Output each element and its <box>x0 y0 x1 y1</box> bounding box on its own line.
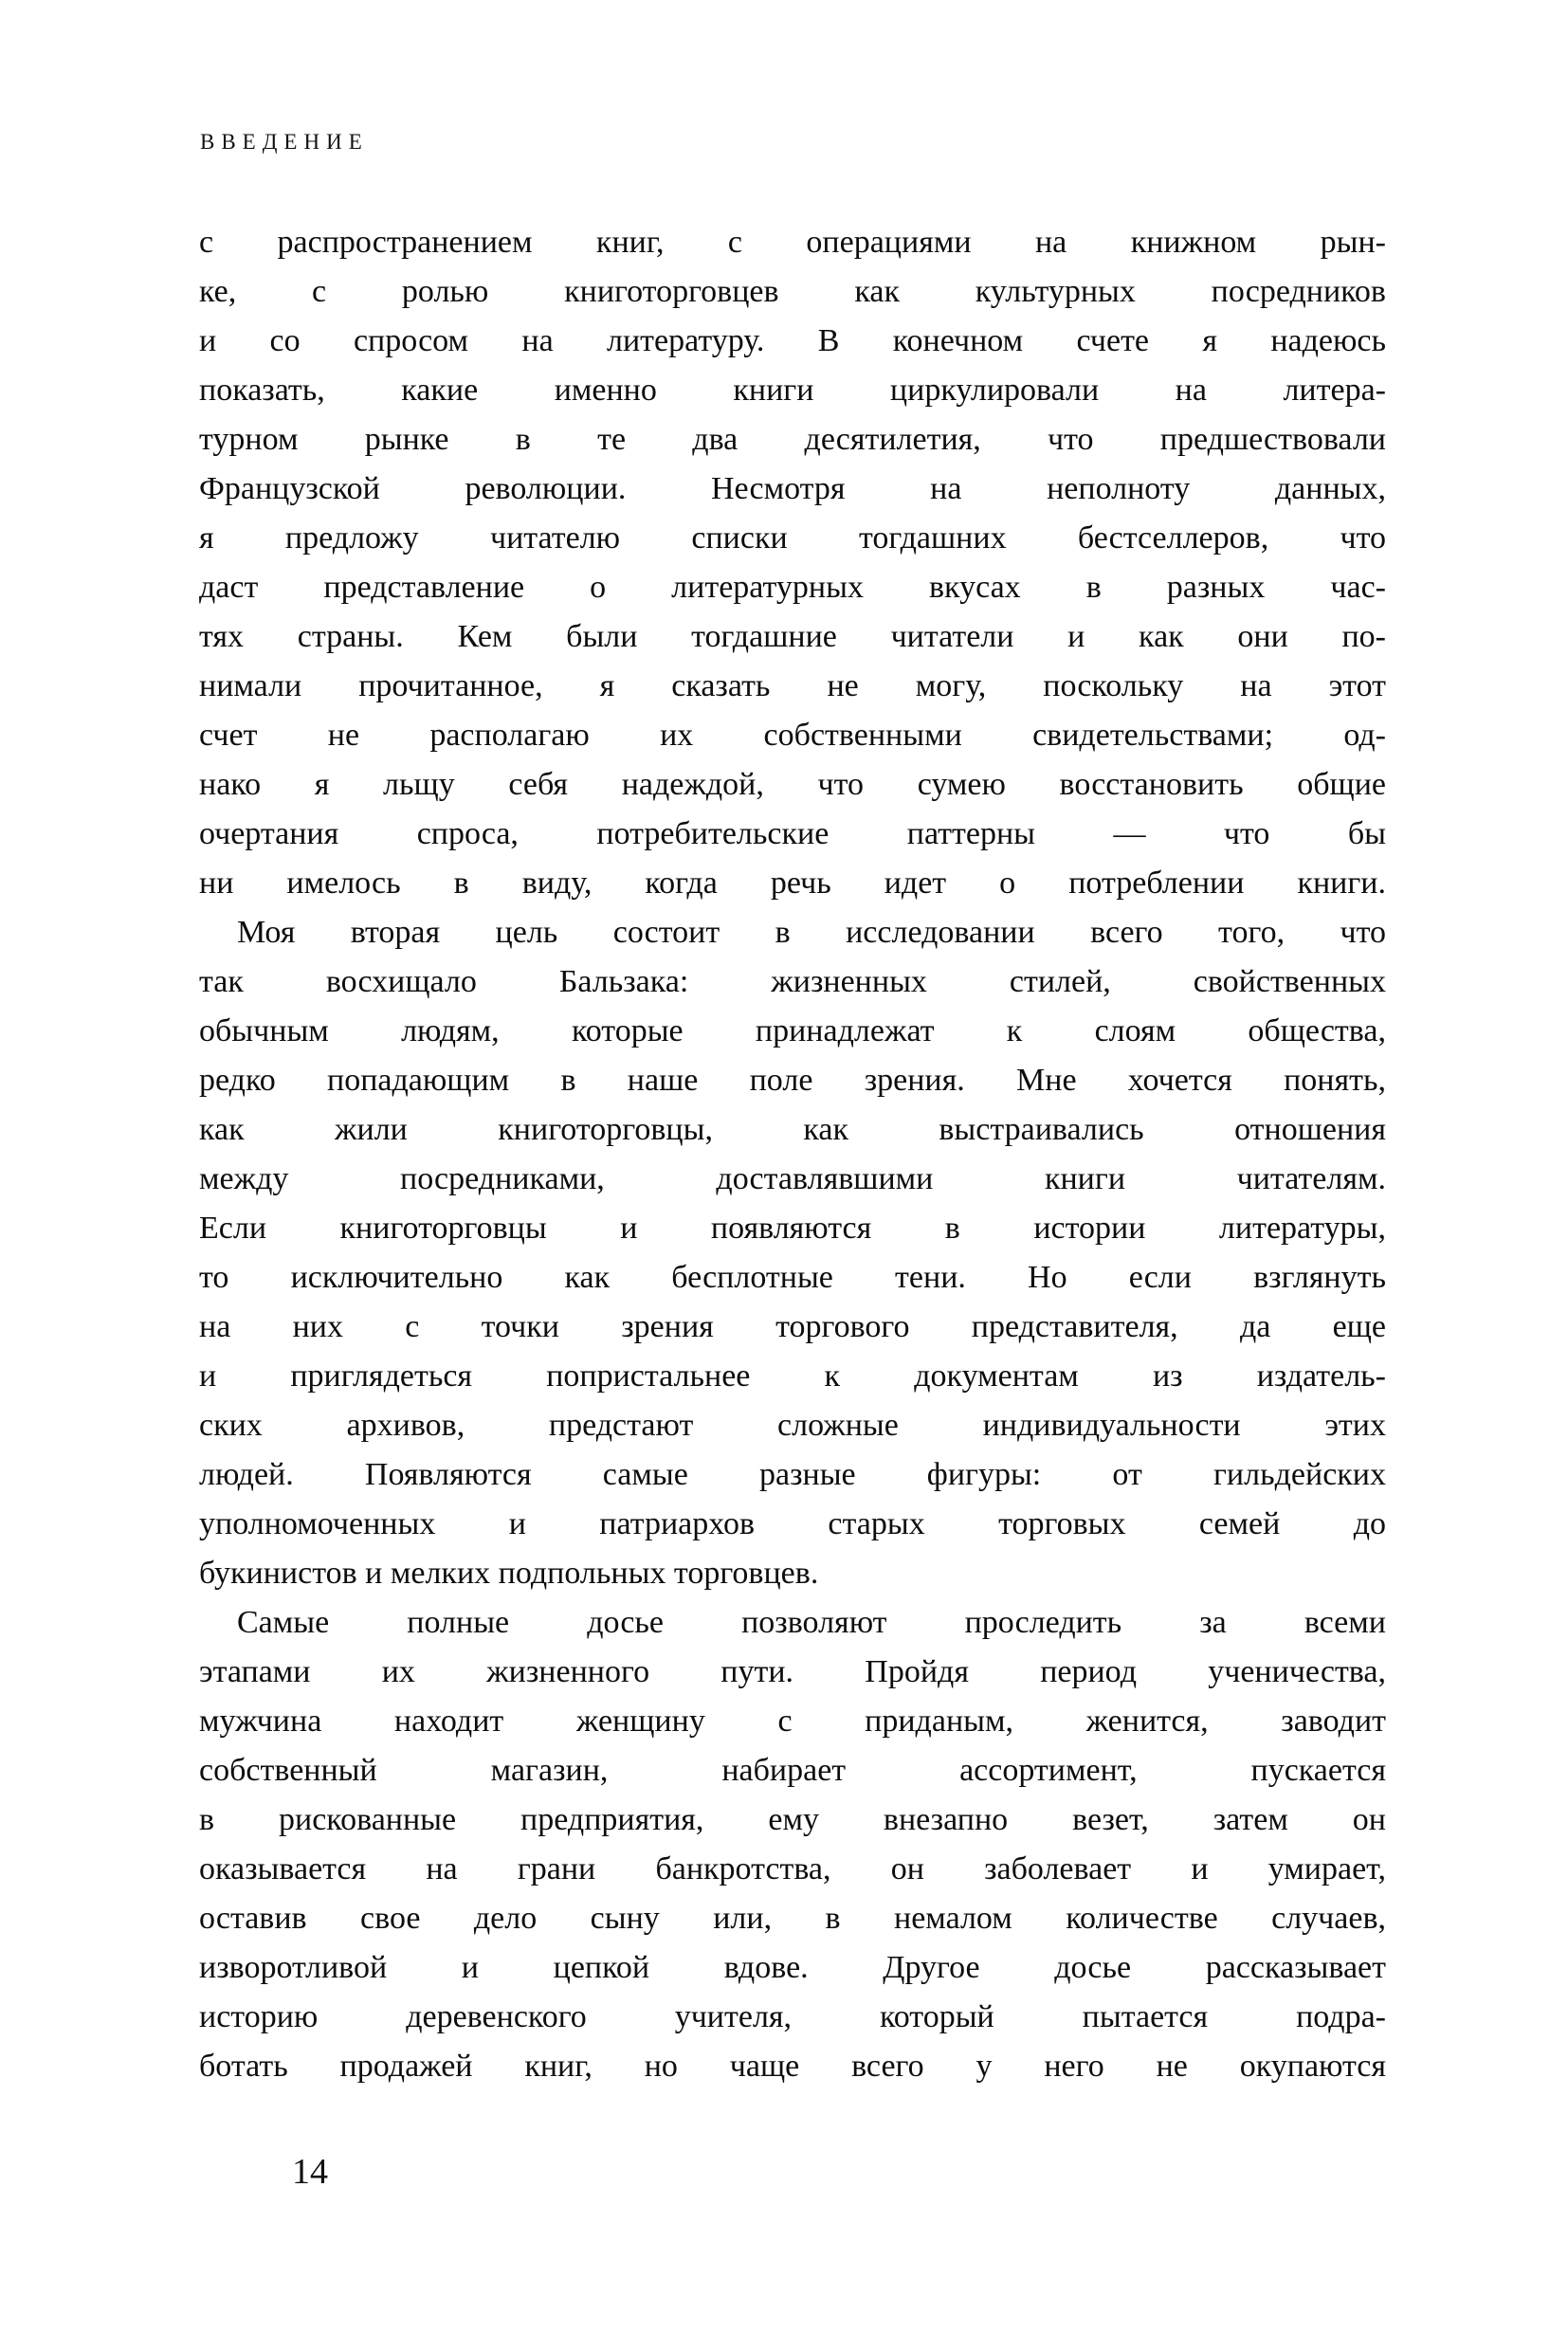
body-text <box>199 218 1386 2091</box>
text-line: с распространением книг, с операциями на книжном рын- <box>199 225 1386 260</box>
text-line: то исключительно как бесплотные тени. Но если взглянуть <box>199 1260 1386 1295</box>
text-line: людей. Появляются самые разные фигуры: от гильдейских <box>199 1457 1386 1492</box>
text-line: мужчина находит женщину с приданым, женится, заводит <box>199 1704 1386 1739</box>
text-line: так восхищало Бальзака: жизненных стилей, свойственных <box>199 964 1386 999</box>
page-number-folio: 14 <box>292 2152 328 2192</box>
text-line: Если книготорговцы и появляются в истории литературы, <box>199 1211 1386 1246</box>
text-line: ских архивов, предстают сложные индивидуальности этих <box>199 1408 1386 1443</box>
text-line: турном рынке в те два десятилетия, что предшествовали <box>199 422 1386 457</box>
text-line: Французской революции. Несмотря на неполноту данных, <box>199 471 1386 506</box>
text-line: показать, какие именно книги циркулировали на литера- <box>199 373 1386 408</box>
text-line: нимали прочитанное, я сказать не могу, поскольку на этот <box>199 668 1386 703</box>
text-line: даст представление о литературных вкусах в разных час- <box>199 570 1386 605</box>
text-line: как жили книготорговцы, как выстраивались отношения <box>199 1112 1386 1147</box>
text-line: тях страны. Кем были тогдашние читатели и как они по- <box>199 619 1386 654</box>
text-line: и со спросом на литературу. В конечном счете я надеюсь <box>199 323 1386 358</box>
text-line: оставив свое дело сыну или, в немалом количестве случаев, <box>199 1901 1386 1936</box>
text-line: уполномоченных и патриархов старых торговых семей до <box>199 1506 1386 1541</box>
text-line: ботать продажей книг, но чаще всего у него не окупаются <box>199 2049 1386 2084</box>
text-line: Самые полные досье позволяют проследить за всеми <box>237 1605 1386 1640</box>
text-line: этапами их жизненного пути. Пройдя период ученичества, <box>199 1654 1386 1689</box>
text-line: ке, с ролью книготорговцев как культурных посредников <box>199 274 1386 309</box>
text-line: на них с точки зрения торгового представителя, да еще <box>199 1309 1386 1344</box>
text-line: счет не располагаю их собственными свидетельствами; од- <box>199 718 1386 753</box>
text-line: нако я льщу себя надеждой, что сумею восстановить общие <box>199 767 1386 802</box>
text-line: редко попадающим в наше поле зрения. Мне хочется понять, <box>199 1063 1386 1098</box>
text-line: историю деревенского учителя, который пытается подра- <box>199 1999 1386 2034</box>
text-line: я предложу читателю списки тогдашних бестселлеров, что <box>199 520 1386 556</box>
running-header: ВВЕДЕНИЕ <box>200 130 369 154</box>
text-line: Моя вторая цель состоит в исследовании всего того, что <box>237 915 1386 950</box>
text-line: изворотливой и цепкой вдове. Другое досье рассказывает <box>199 1950 1386 1985</box>
text-line: между посредниками, доставлявшими книги читателям. <box>199 1161 1386 1196</box>
text-line: обычным людям, которые принадлежат к слоям общества, <box>199 1013 1386 1048</box>
text-line: ни имелось в виду, когда речь идет о потреблении книги. <box>199 866 1386 901</box>
text-line: собственный магазин, набирает ассортимент, пускается <box>199 1753 1386 1788</box>
text-line: оказывается на грани банкротства, он заболевает и умирает, <box>199 1851 1386 1886</box>
text-line: букинистов и мелких подпольных торговцев. <box>199 1556 819 1591</box>
text-line: очертания спроса, потребительские паттерны — что бы <box>199 816 1386 851</box>
text-line: в рискованные предприятия, ему внезапно везет, затем он <box>199 1802 1386 1837</box>
text-line: и приглядеться попристальнее к документам из издатель- <box>199 1358 1386 1394</box>
